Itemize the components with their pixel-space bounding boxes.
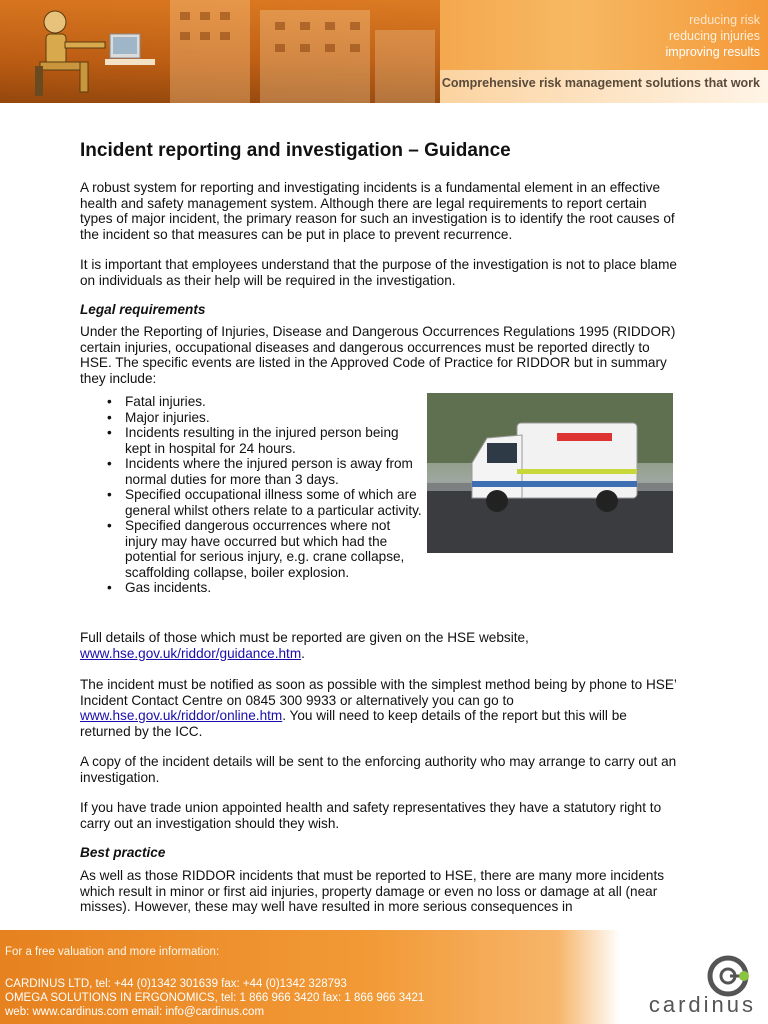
ambulance-photo xyxy=(427,393,673,553)
window-shape xyxy=(220,32,230,40)
list-item: • Specified occupational illness some of which are general whilst others relate to a particular activity. xyxy=(80,487,425,518)
full-details-paragraph: Full details of those which must be reported are given on the HSE website, www.hse.gov.uk/riddor/guidance.htm. xyxy=(80,630,529,661)
list-item: • Incidents resulting in the injured person being kept in hospital for 24 hours. xyxy=(80,425,425,456)
page-title: Incident reporting and investigation – Guidance xyxy=(80,140,511,161)
list-item: • Incidents where the injured person is away from normal duties for more than 3 days. xyxy=(80,456,425,487)
intro-paragraph-1: A robust system for reporting and investigating incidents is a fundamental element in an effective health and safety management system. Although there are legal requirements to report certain types of major incident, the primary reason for such an investigation is to identify the root causes of the incident so that measures can be put in place to prevent recurrence. xyxy=(80,180,675,242)
copy-paragraph: A copy of the incident details will be sent to the enforcing authority who may arrange to carry out an investigation. xyxy=(80,754,677,785)
footer-band xyxy=(0,930,620,1024)
window-shape xyxy=(350,22,360,30)
notify-paragraph: The incident must be notified as soon as possible with the simplest method being by phone to HSE’ Incident Contact Centre on 0845 300 9933 or alternatively you can go to www.hse.gov.uk/riddor/online.htm. You will need to keep details of the report but this will be returned by the ICC. xyxy=(80,677,677,739)
window-shape xyxy=(200,32,210,40)
list-item: • Gas incidents. xyxy=(80,580,425,596)
tagline: reducing risk xyxy=(689,13,760,27)
best-practice-paragraph: As well as those RIDDOR incidents that must be reported to HSE, there are many more incidents which result in minor or first aid injuries, property damage or even no loss or damage at all (near misses). However, these may well have resulted in more serious consequences in xyxy=(80,868,665,914)
window-shape xyxy=(200,12,210,20)
list-item: • Specified dangerous occurrences where not injury may have occurred but which had the potential for serious injury, e.g. crane collapse, scaffolding collapse, boiler explosion. xyxy=(80,518,425,580)
footer-line: web: www.cardinus.com email: info@cardinus.com xyxy=(5,1006,265,1018)
cardinus-logo xyxy=(620,955,760,1020)
taglines xyxy=(666,12,760,60)
footer-line: OMEGA SOLUTIONS IN ERGONOMICS, tel: 1 866 966 3420 fax: 1 866 966 3421 xyxy=(5,992,425,1004)
footer-line: CARDINUS LTD, tel: +44 (0)1342 301639 fax: +44 (0)1342 328793 xyxy=(5,978,347,990)
riddor-bullet-list xyxy=(80,394,425,596)
list-item: • Fatal injuries. xyxy=(80,394,425,410)
cardinus-logo-icon xyxy=(704,955,752,997)
window-shape xyxy=(325,44,335,52)
section-heading-legal: Legal requirements xyxy=(80,302,206,317)
hse-online-link[interactable]: www.hse.gov.uk/riddor/online.htm xyxy=(80,708,283,723)
header-strip xyxy=(0,70,768,103)
slogan: Comprehensive risk management solutions that work xyxy=(441,76,760,90)
intro-paragraph-2: It is important that employees understand that the purpose of the investigation is not to place blame on individuals as their help will be required in the investigation. xyxy=(80,257,677,288)
logo-wordmark: cardinus xyxy=(648,992,756,1017)
list-item: • Major injuries. xyxy=(80,410,425,426)
hse-guidance-link[interactable]: www.hse.gov.uk/riddor/guidance.htm xyxy=(80,645,302,661)
window-shape xyxy=(300,44,310,52)
window-shape xyxy=(220,12,230,20)
ambulance-icon xyxy=(427,393,673,553)
union-paragraph: If you have trade union appointed health and safety representatives they have a statutory right to carry out an investigation should they wish. xyxy=(80,800,662,831)
window-shape xyxy=(350,44,360,52)
footer-line: For a free valuation and more information: xyxy=(5,946,220,958)
section-heading-best-practice: Best practice xyxy=(80,845,166,860)
header-banner xyxy=(0,0,768,103)
window-shape xyxy=(180,32,190,40)
tagline: improving results xyxy=(665,45,760,59)
window-shape xyxy=(275,22,285,30)
window-shape xyxy=(275,44,285,52)
window-shape xyxy=(300,22,310,30)
window-shape xyxy=(325,22,335,30)
footer-contact xyxy=(5,945,424,1019)
window-shape xyxy=(180,12,190,20)
legal-paragraph: Under the Reporting of Injuries, Disease and Dangerous Occurrences Regulations 1995 (RIDDOR) certain injuries, occupational diseases and dangerous occurrences must be reported directly to HSE. The specific events are listed in the Approved Code of Practice for RIDDOR but in summary they include: xyxy=(80,324,676,386)
tagline: reducing injuries xyxy=(668,29,760,43)
